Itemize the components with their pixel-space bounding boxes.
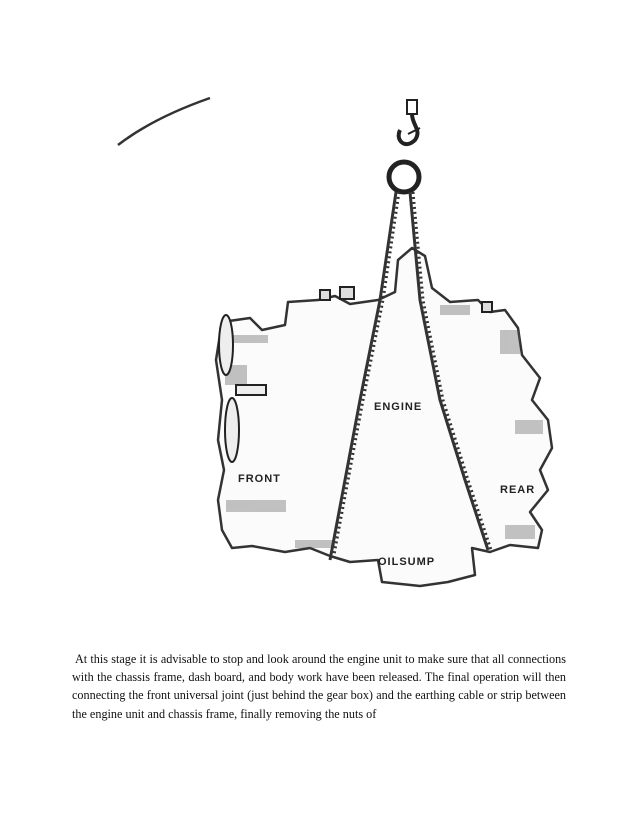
oil-sump-label: OILSUMP: [378, 556, 436, 568]
lifting-hook: [389, 100, 420, 192]
engine-label: ENGINE: [374, 401, 423, 413]
front-label: FRONT: [238, 473, 281, 485]
engine-block: [216, 248, 552, 586]
body-paragraph: At this stage it is advisable to stop and look around the engine unit to make sure that all connections with the chassis frame, dash board, and body work have been released. The final operation will then connecting the front universal joint (just behind the gear box) and the earthing cable or strip between the engine unit and chassis frame, finally removing the nuts of: [72, 652, 566, 721]
rear-label: REAR: [500, 484, 536, 496]
pencil-stroke: [118, 98, 210, 145]
